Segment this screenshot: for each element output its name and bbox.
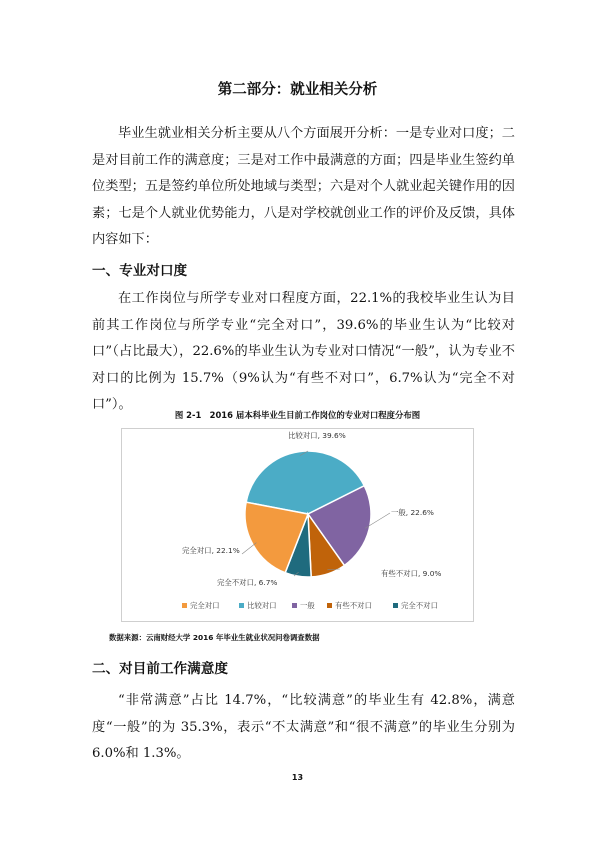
legend-label-1: 比较对口 [247,601,277,610]
pie-chart [121,428,474,622]
legend-swatch-4 [393,603,398,608]
figure-title: 图 2-1 2016 届本科毕业生目前工作岗位的专业对口程度分布图 [174,410,421,420]
legend-swatch-2 [292,603,297,608]
data-label-4: 完全不对口, 6.7% [217,578,278,587]
data-label-3: 有些不对口, 9.0% [381,569,442,578]
data-label-1: 比较对口, 39.6% [288,431,346,440]
legend-swatch-3 [327,603,332,608]
legend-item-4 [393,601,438,610]
page-number: 13 [291,773,304,782]
legend-item-3 [327,601,372,610]
legend-swatch-0 [182,603,187,608]
satisfaction-paragraph: “非常满意”占比 14.7%，“比较满意”的毕业生有 42.8%，满意度“一般”的为 35.3%，表示“不太满意”和“很不满意”的毕业生分别为 6.0%和 1.3%。 [92,693,515,762]
legend-label-4: 完全不对口 [401,601,438,610]
legend-swatch-1 [239,603,244,608]
data-source-note: 数据来源：云南财经大学 2016 年毕业生就业状况问卷调查数据 [109,633,320,642]
legend-item-2 [292,601,315,610]
data-label-0: 完全对口, 22.1% [182,546,240,555]
part-title: 第二部分：就业相关分析 [217,82,378,98]
section-heading-satisfaction: 二、对目前工作满意度 [92,661,228,677]
legend-label-3: 有些不对口 [335,601,372,610]
legend-item-0 [182,601,220,610]
legend-label-2: 一般 [300,601,315,610]
major-match-paragraph: 在工作岗位与所学专业对口程度方面，22.1%的我校毕业生认为目前其工作岗位与所学专业“完全对口”，39.6%的毕业生认为“比较对口”（占比最大），22.6%的毕业生认为专业对口情况“一般”，认为专业不对口的比例为 15.7%（9%认为“有些不对口”，6.7%认为“完全不对口”）。 [92,291,515,413]
leader-line-0 [242,543,256,554]
legend-item-1 [239,601,277,610]
section-heading-major-match: 一、专业对口度 [92,263,188,279]
legend-label-0: 完全对口 [190,601,220,610]
intro-paragraph: 毕业生就业相关分析主要从八个方面展开分析：一是专业对口度；二是对目前工作的满意度；三是对工作中最满意的方面；四是毕业生签约单位类型；五是签约单位所处地域与类型；六是对个人就业起关键作用的因素；七是个人就业优势能力，八是对学校就创业工作的评价及反馈，具体内容如下： [92,126,515,248]
data-label-2: 一般, 22.6% [391,508,434,517]
